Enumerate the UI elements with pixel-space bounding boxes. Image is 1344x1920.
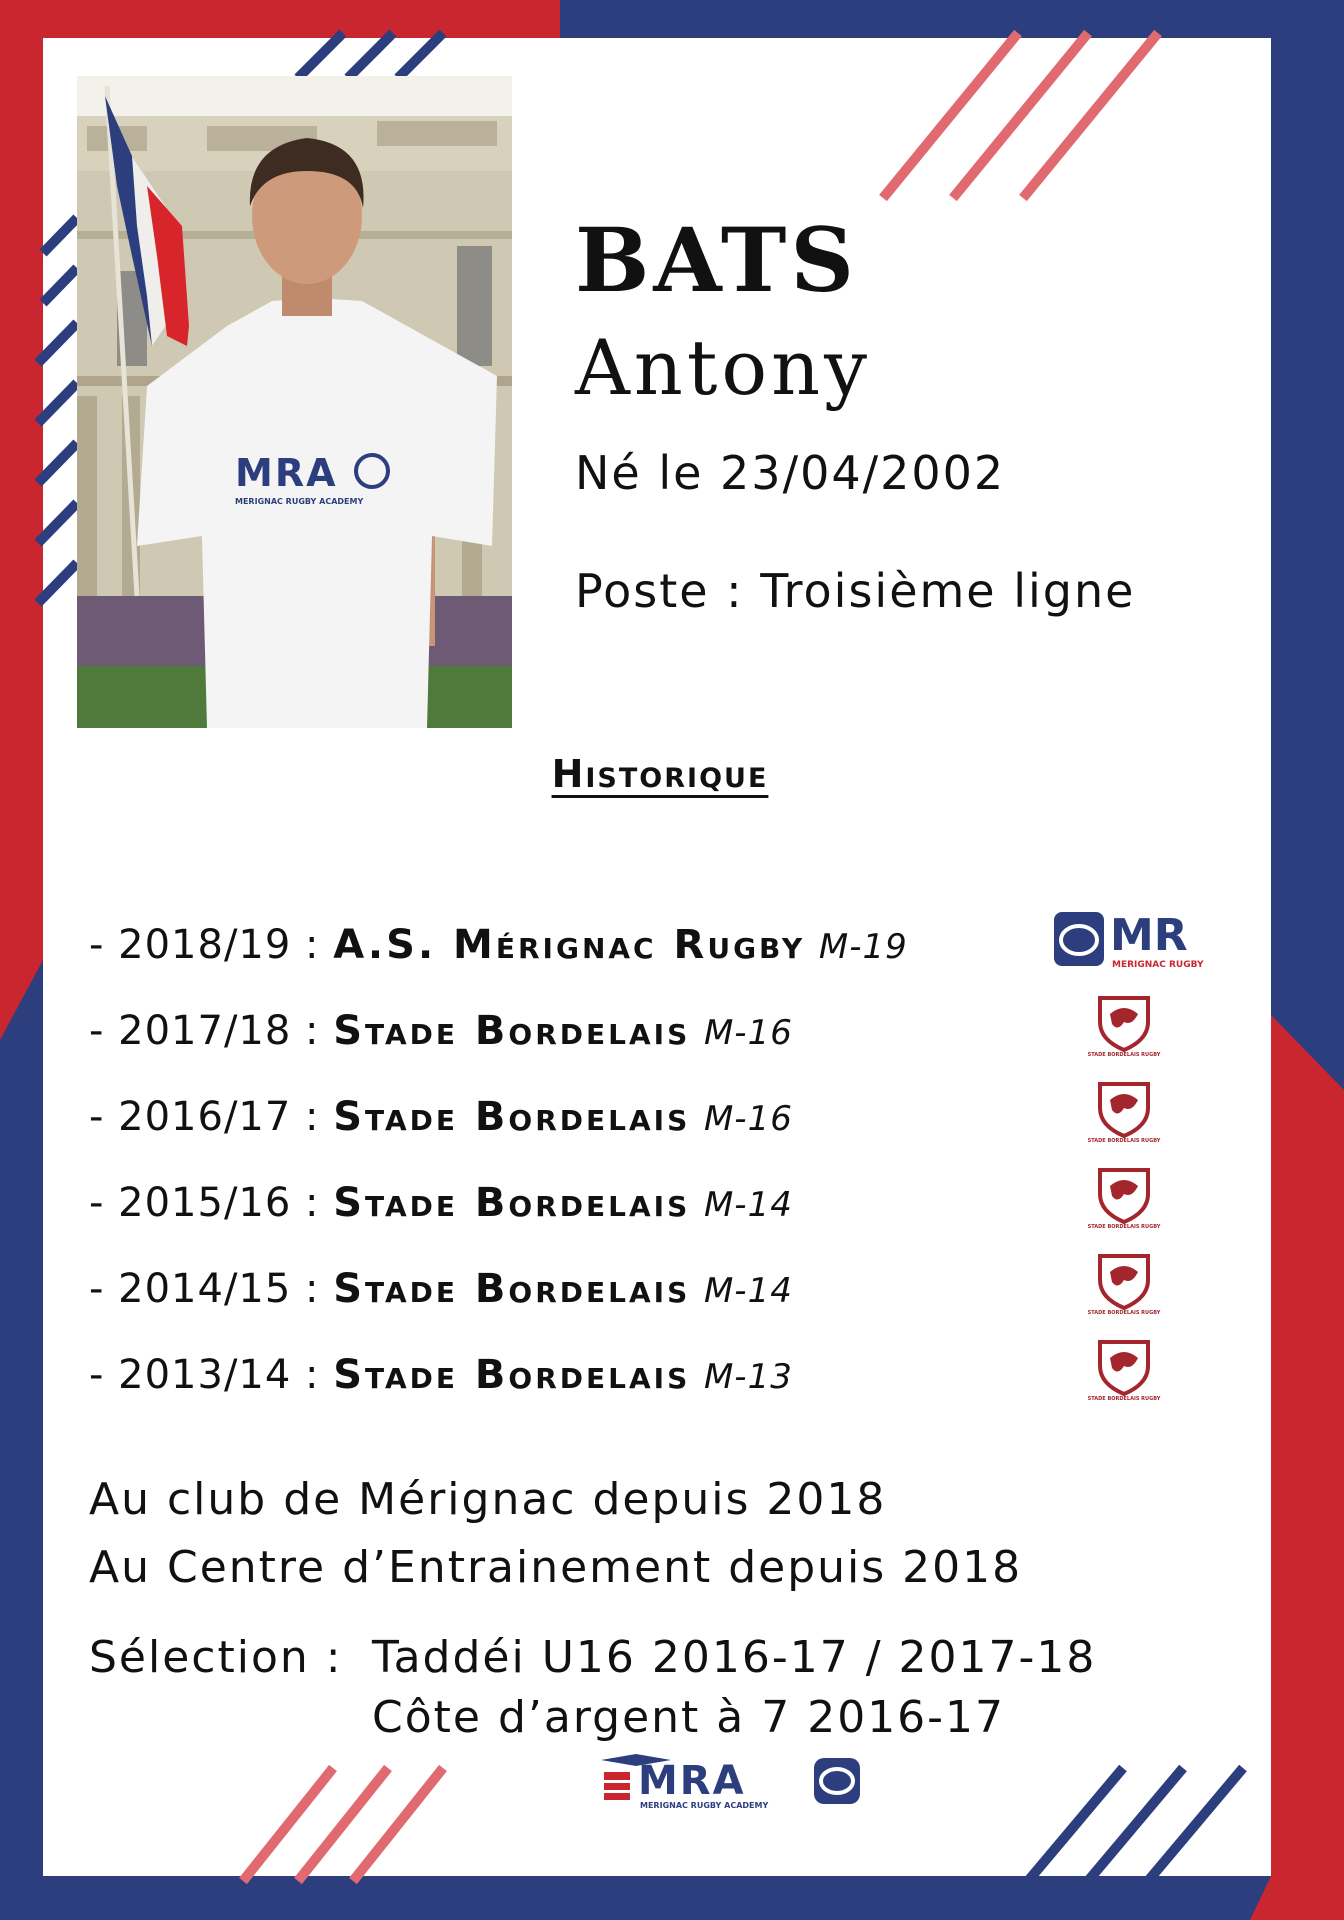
history-season: - 2017/18 :	[89, 1008, 320, 1054]
history-category: M-19	[818, 927, 908, 967]
footer-logo-subtext: MERIGNAC RUGBY ACADEMY	[640, 1801, 769, 1810]
history-season: - 2015/16 :	[89, 1180, 320, 1226]
history-row	[89, 1180, 1229, 1266]
svg-text:STADE BORDELAIS RUGBY: STADE BORDELAIS RUGBY	[1087, 1224, 1161, 1230]
history-club: Stade Bordelais	[333, 1266, 691, 1312]
player-position: Poste : Troisième ligne	[575, 564, 1136, 618]
history-season: - 2013/14 :	[89, 1352, 320, 1398]
history-season: - 2014/15 :	[89, 1266, 320, 1312]
history-season: - 2016/17 :	[89, 1094, 320, 1140]
history-club: Stade Bordelais	[333, 1094, 691, 1140]
club-since: Au club de Mérignac depuis 2018	[89, 1474, 887, 1525]
svg-text:STADE BORDELAIS RUGBY: STADE BORDELAIS RUGBY	[1087, 1396, 1161, 1402]
selection-label: Sélection :	[89, 1632, 343, 1683]
history-club: Stade Bordelais	[333, 1008, 691, 1054]
footer-logo-text: MRA	[638, 1758, 746, 1804]
merignac-rugby-logo	[1052, 910, 1222, 972]
history-title: Historique	[551, 752, 769, 796]
birth-date: Né le 23/04/2002	[575, 446, 1006, 500]
history-row	[89, 1352, 1229, 1438]
selection-line-1	[89, 1632, 1097, 1683]
history-club: Stade Bordelais	[333, 1352, 691, 1398]
history-row	[89, 910, 1229, 1008]
history-category: M-16	[703, 1013, 793, 1053]
svg-text:STADE BORDELAIS RUGBY: STADE BORDELAIS RUGBY	[1087, 1052, 1161, 1058]
stade-bordelais-logo	[1087, 1336, 1161, 1402]
history-category: M-13	[703, 1357, 793, 1397]
svg-text:STADE BORDELAIS RUGBY: STADE BORDELAIS RUGBY	[1087, 1310, 1161, 1316]
stade-bordelais-logo	[1087, 1164, 1161, 1230]
svg-text:MERIGNAC RUGBY: MERIGNAC RUGBY	[1112, 960, 1204, 970]
center-since: Au Centre d’Entrainement depuis 2018	[89, 1542, 1023, 1593]
player-first-name: Antony	[575, 323, 872, 412]
history-club: A.S. Mérignac Rugby	[333, 922, 806, 968]
shirt-logo-text: MRA	[235, 451, 338, 495]
history-row	[89, 1094, 1229, 1180]
history-category: M-16	[703, 1099, 793, 1139]
history-category: M-14	[703, 1271, 793, 1311]
shirt-logo-subtext: MERIGNAC RUGBY ACADEMY	[235, 497, 364, 506]
history-club: Stade Bordelais	[333, 1180, 691, 1226]
stade-bordelais-logo	[1087, 1250, 1161, 1316]
history-row	[89, 1266, 1229, 1352]
player-photo	[77, 76, 512, 728]
stade-bordelais-logo	[1087, 1078, 1161, 1144]
history-list	[89, 910, 1229, 1438]
footer-mra-logo	[556, 1750, 866, 1812]
selection-line-2: Côte d’argent à 7 2016-17	[372, 1692, 1006, 1743]
svg-text:STADE BORDELAIS RUGBY: STADE BORDELAIS RUGBY	[1087, 1138, 1161, 1144]
selection-value-1: Taddéi U16 2016-17 / 2017-18	[372, 1632, 1097, 1683]
history-season: - 2018/19 :	[89, 922, 320, 968]
history-row	[89, 1008, 1229, 1094]
history-category: M-14	[703, 1185, 793, 1225]
books-icon	[604, 1772, 630, 1800]
stade-bordelais-logo	[1087, 992, 1161, 1058]
player-last-name: BATS	[575, 208, 858, 312]
svg-text:MR: MR	[1110, 910, 1188, 961]
